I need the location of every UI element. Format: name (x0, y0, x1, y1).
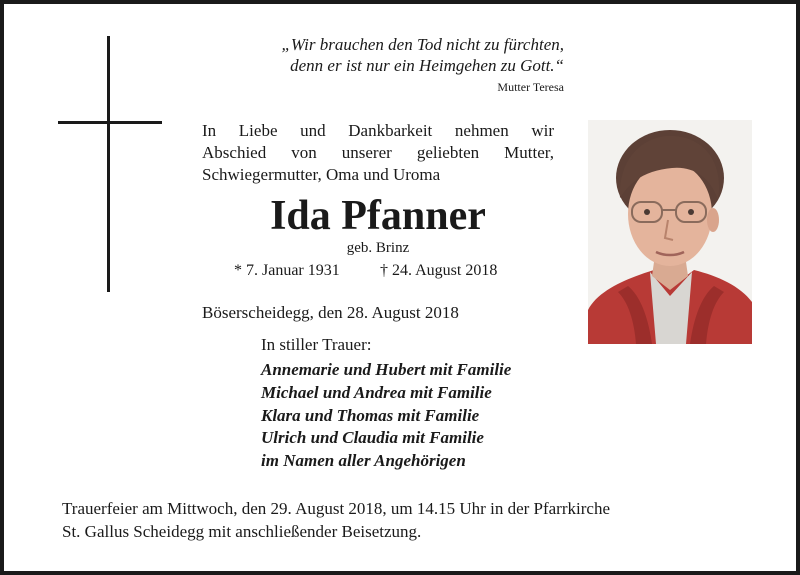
death-date: † 24. August 2018 (380, 262, 498, 279)
portrait-illustration (588, 120, 752, 344)
mourner-family: Klara und Thomas mit Familie (261, 405, 480, 425)
funeral-info (62, 497, 742, 543)
mourner-family: Ulrich und Claudia mit Familie (261, 428, 484, 448)
place-and-date: Böserscheidegg, den 28. August 2018 (202, 303, 459, 322)
quote-line: denn er ist nur ein Heimgehen zu Gott.“ (290, 56, 564, 75)
funeral-line: Trauerfeier am Mittwoch, den 29. August 2018, um 14.15 Uhr in der Pfarrkirche (62, 499, 610, 518)
mourners-list (261, 359, 511, 473)
intro-text (202, 120, 554, 186)
maiden-name: geb. Brinz (346, 240, 410, 256)
cross-vertical-bar (107, 36, 110, 292)
intro-line: Schwiegermutter, Oma und Uroma (202, 165, 441, 184)
mourner-family: Michael und Andrea mit Familie (261, 382, 492, 402)
quote-author: Mutter Teresa (497, 80, 564, 94)
intro-line: Abschied von unserer geliebten Mutter, (202, 143, 554, 162)
quote-line: „Wir brauchen den Tod nicht zu fürchten, (281, 35, 564, 54)
cross-horizontal-bar (58, 121, 162, 124)
funeral-line: St. Gallus Scheidegg mit anschließender Beisetzung. (62, 522, 422, 541)
quote-block (244, 34, 564, 95)
portrait-photo (588, 120, 752, 344)
birth-date: * 7. Januar 1931 (234, 262, 340, 279)
intro-line: In Liebe und Dankbarkeit nehmen wir (202, 121, 554, 140)
deceased-name: Ida Pfanner (270, 193, 486, 239)
mourner-family: im Namen aller Angehörigen (261, 451, 466, 471)
mourning-heading: In stiller Trauer: (261, 335, 372, 354)
mourner-family: Annemarie und Hubert mit Familie (261, 360, 512, 379)
